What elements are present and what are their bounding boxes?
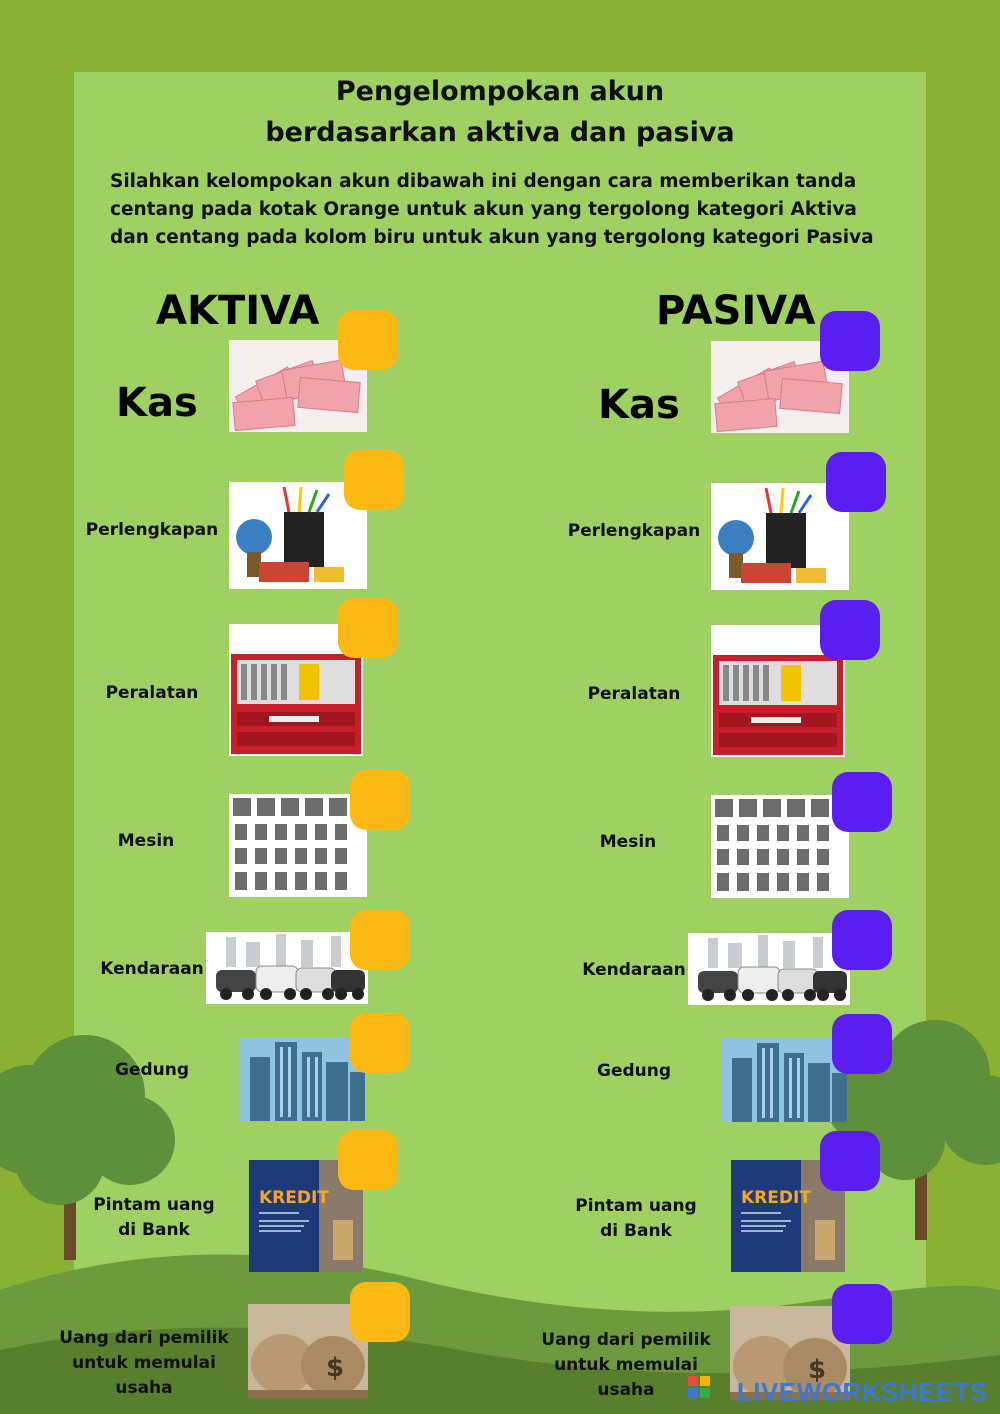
aktiva-checkbox-peralatan[interactable] — [338, 598, 398, 658]
pasiva-mesin-label: Mesin — [599, 832, 657, 852]
pasiva-checkbox-mesin[interactable] — [832, 772, 892, 832]
pasiva-checkbox-peralatan[interactable] — [820, 600, 880, 660]
pasiva-checkbox-kendaraan[interactable] — [832, 910, 892, 970]
svg-text:$: $ — [808, 1355, 827, 1385]
pasiva-kas-label: Kas — [598, 382, 680, 428]
aktiva-heading: AKTIVA — [156, 288, 320, 334]
pasiva-checkbox-pinjam[interactable] — [820, 1131, 880, 1191]
pasiva-kendaraan-label: Kendaraan — [582, 960, 686, 980]
pasiva-checkbox-modal[interactable] — [832, 1284, 892, 1344]
aktiva-checkbox-kas[interactable] — [338, 310, 398, 370]
buildings-icon — [722, 1038, 847, 1122]
pasiva-checkbox-perlengkapan[interactable] — [826, 452, 886, 512]
aktiva-checkbox-gedung[interactable] — [350, 1013, 410, 1073]
aktiva-perlengkapan-label: Perlengkapan — [85, 520, 219, 540]
aktiva-checkbox-kendaraan[interactable] — [350, 910, 410, 970]
machines-icon — [711, 795, 849, 898]
aktiva-pinjam-label-line2: di Bank — [118, 1220, 190, 1240]
aktiva-peralatan-label: Peralatan — [105, 683, 199, 703]
pasiva-checkbox-gedung[interactable] — [832, 1014, 892, 1074]
aktiva-checkbox-perlengkapan[interactable] — [344, 450, 404, 510]
pasiva-pinjam-label-line1: Pintam uang — [575, 1196, 697, 1216]
svg-text:$: $ — [326, 1353, 345, 1383]
pasiva-modal-label-line2: untuk memulai usaha — [554, 1355, 698, 1400]
aktiva-gedung-label: Gedung — [114, 1060, 190, 1080]
vehicles-icon — [688, 933, 850, 1005]
aktiva-pinjam-label — [84, 1193, 224, 1243]
aktiva-modal-label — [44, 1326, 244, 1401]
aktiva-kendaraan-label: Kendaraan — [100, 959, 204, 979]
pasiva-modal-label-line1: Uang dari pemilik — [541, 1330, 711, 1350]
pasiva-pinjam-label-line2: di Bank — [600, 1221, 672, 1241]
aktiva-checkbox-modal[interactable] — [350, 1282, 410, 1342]
machines-icon — [229, 794, 367, 897]
pasiva-heading: PASIVA — [656, 288, 816, 334]
pasiva-pinjam-label — [566, 1194, 706, 1244]
vehicles-icon — [206, 932, 368, 1004]
pasiva-checkbox-kas[interactable] — [820, 311, 880, 371]
aktiva-modal-label-line1: Uang dari pemilik — [59, 1328, 229, 1348]
aktiva-kas-label: Kas — [116, 380, 198, 426]
liveworksheets-watermark: LIVEWORKSHEETS — [736, 1377, 988, 1407]
aktiva-mesin-label: Mesin — [117, 831, 175, 851]
instructions-text: Silahkan kelompokan akun dibawah ini dengan cara memberikan tanda centang pada kotak Orange untuk akun yang tergolong kategori Aktiva dan centang pada kolom biru untuk akun yang tergolong kategori Pasiva — [110, 171, 874, 248]
page-title-line1: Pengelompokan akun — [335, 76, 665, 107]
aktiva-pinjam-label-line1: Pintam uang — [93, 1195, 215, 1215]
buildings-icon — [240, 1037, 365, 1121]
pasiva-peralatan-label: Peralatan — [587, 684, 681, 704]
page-title-line2: berdasarkan aktiva dan pasiva — [265, 117, 735, 148]
pasiva-gedung-label: Gedung — [596, 1061, 672, 1081]
liveworksheets-logo-icon — [688, 1376, 712, 1406]
pasiva-perlengkapan-label: Perlengkapan — [567, 521, 701, 541]
aktiva-modal-label-line2: untuk memulai usaha — [72, 1353, 216, 1398]
aktiva-checkbox-mesin[interactable] — [350, 770, 410, 830]
credit-image-text: KREDIT — [741, 1188, 811, 1208]
aktiva-checkbox-pinjam[interactable] — [338, 1130, 398, 1190]
credit-image-text: KREDIT — [259, 1188, 329, 1208]
